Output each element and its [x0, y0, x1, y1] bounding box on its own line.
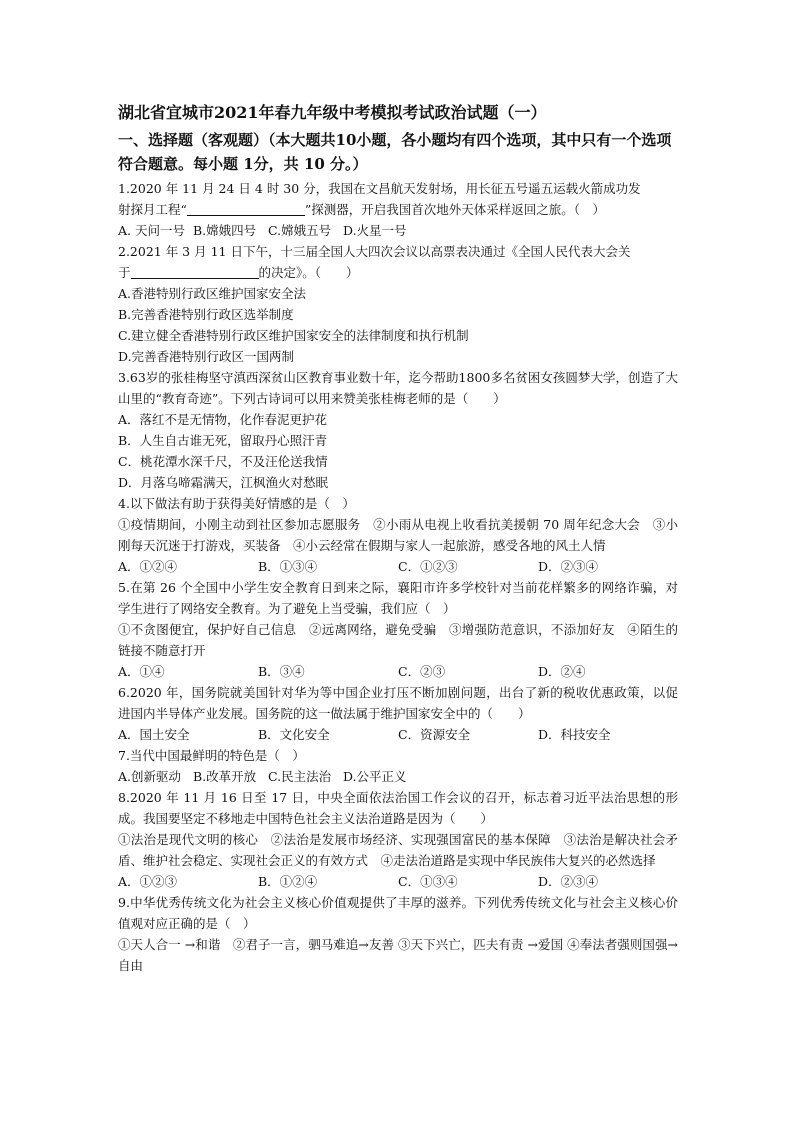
option-c: C.民主法治: [268, 769, 332, 784]
option-c: C．②③: [398, 664, 446, 679]
question-8: [118, 787, 678, 892]
question-2-stem-cont: 于 的决定》。（ ）: [118, 265, 359, 280]
option-d: D.火星一号: [343, 223, 407, 238]
option-a: A．落红不是无情物，化作春泥更护花: [118, 412, 328, 427]
option-b: B.嫦娥四号: [193, 223, 257, 238]
section-heading: 一、选择题（客观题）（本大题共10小题，各小题均有四个选项，其中只有一个选项符合题意。每小题 1分，共 10 分。）: [118, 131, 672, 173]
question-8-items: ①法治是现代文明的核心 ②法治是发展市场经济、实现强国富民的基本保障 ③法治是解决社会矛盾、维护社会稳定、实现社会正义的有效方式 ④走法治道路是实现中华民族伟大复兴的必然选择: [118, 832, 678, 868]
option-c: C．①③④: [398, 874, 458, 889]
option-a: A．①④: [118, 664, 165, 679]
option-c: C.嫦娥五号: [268, 223, 332, 238]
question-3: [118, 367, 678, 493]
question-7-stem: 7.当代中国最鲜明的特色是（ ）: [118, 748, 305, 763]
question-1-options: [118, 220, 678, 241]
option-a: A.创新驱动: [118, 769, 182, 784]
option-b: B.完善香港特别行政区选举制度: [118, 307, 294, 322]
question-6: [118, 682, 678, 745]
question-5-items: ①不贪图便宜，保护好自己信息 ②远离网络，避免受骗 ③增强防范意识，不添加好友 ④陌生的链接不随意打开: [118, 622, 678, 658]
question-1: [118, 178, 678, 241]
question-5: [118, 577, 678, 682]
question-4: [118, 493, 678, 577]
question-2: [118, 241, 678, 367]
option-b: B．人生自古谁无死，留取丹心照汗青: [118, 433, 328, 448]
option-a: A．①②③: [118, 874, 178, 889]
question-4-items: ①疫情期间，小刚主动到社区参加志愿服务 ②小雨从电视上收看抗美援朝 70 周年纪念大会 ③小刚每天沉迷于打游戏，买装备 ④小云经常在假期与家人一起旅游，感受各地的风土人情: [118, 517, 678, 553]
option-a: A. 天问一号: [118, 223, 185, 238]
question-6-options: [118, 724, 678, 745]
question-5-options: [118, 661, 678, 682]
option-b: B．文化安全: [258, 727, 330, 742]
question-7-options: [118, 766, 678, 787]
option-a: A．①②④: [118, 559, 178, 574]
question-2-stem: 2.2021 年 3 月 11 日下午，十三届全国人大四次会议以高票表决通过《全国人民代表大会关: [118, 244, 631, 259]
option-c: C．桃花潭水深千尺，不及汪伦送我情: [118, 454, 328, 469]
question-3-stem: 3.63岁的张桂梅坚守滇西深贫山区教育事业数十年，迄今帮助1800多名贫困女孩圆梦大学，创造了大山里的“教育奇迹”。下列古诗词可以用来赞美张桂梅老师的是（ ）: [118, 370, 678, 406]
question-9-items: ①天人合一 →和谐 ②君子一言，驷马难追→友善 ③天下兴亡，匹夫有责 →爱国 ④奉法者强则国强→自由: [118, 937, 678, 973]
option-c: C．①②③: [398, 559, 458, 574]
question-8-stem: 8.2020 年 11 月 16 日至 17 日，中央全面依法治国工作会议的召开，标志着习近平法治思想的形成。我国要坚定不移地走中国特色社会主义法治道路是因为（ ）: [118, 790, 678, 826]
option-a: A.香港特别行政区维护国家安全法: [118, 286, 307, 301]
question-5-stem: 5.在第 26 个全国中小学生安全教育日到来之际，襄阳市许多学校针对当前花样繁多的网络诈骗，对学生进行了网络安全教育。为了避免上当受骗，我们应（ ）: [118, 580, 678, 616]
option-d: D．②③④: [538, 559, 599, 574]
question-1-stem-cont: 射探月工程“ ”探测器，开启我国首次地外天体采样返回之旅。（ ）: [118, 202, 606, 217]
question-1-stem: 1.2020 年 11 月 24 日 4 时 30 分，我国在文昌航天发射场，用长征五号遥五运载火箭成功发: [118, 181, 641, 196]
option-d: D．月落乌啼霜满天，江枫渔火对愁眠: [118, 475, 329, 490]
option-d: D．②④: [538, 664, 586, 679]
question-9: [118, 892, 678, 976]
option-d: D.完善香港特别行政区一国两制: [118, 349, 295, 364]
option-d: D．科技安全: [538, 727, 611, 742]
option-d: D.公平正义: [343, 769, 407, 784]
question-4-stem: 4.以下做法有助于获得美好情感的是（ ）: [118, 496, 355, 511]
option-c: C.建立健全香港特别行政区维护国家安全的法律制度和执行机制: [118, 328, 469, 343]
question-8-options: [118, 871, 678, 892]
page-title: 湖北省宜城市2021年春九年级中考模拟考试政治试题（一）: [118, 103, 547, 122]
option-b: B.改革开放: [193, 769, 257, 784]
option-b: B．③④: [258, 664, 305, 679]
answer-blank: [131, 264, 259, 279]
question-9-stem: 9.中华优秀传统文化为社会主义核心价值观提供了丰厚的滋养。下列优秀传统文化与社会主义核心价值观对应正确的是（ ）: [118, 895, 678, 931]
option-b: B．①②④: [258, 874, 318, 889]
exam-page: [118, 100, 678, 976]
question-7: [118, 745, 678, 787]
question-6-stem: 6.2020 年，国务院就美国针对华为等中国企业打压不断加剧问题，出台了新的税收优惠政策，以促进国内半导体产业发展。国务院的这一做法属于维护国家安全中的（ ）: [118, 685, 678, 721]
answer-blank: [187, 201, 305, 216]
option-c: C．资源安全: [398, 727, 471, 742]
option-d: D．②③④: [538, 874, 599, 889]
option-b: B．①③④: [258, 559, 318, 574]
question-4-options: [118, 556, 678, 577]
option-a: A．国土安全: [118, 727, 190, 742]
